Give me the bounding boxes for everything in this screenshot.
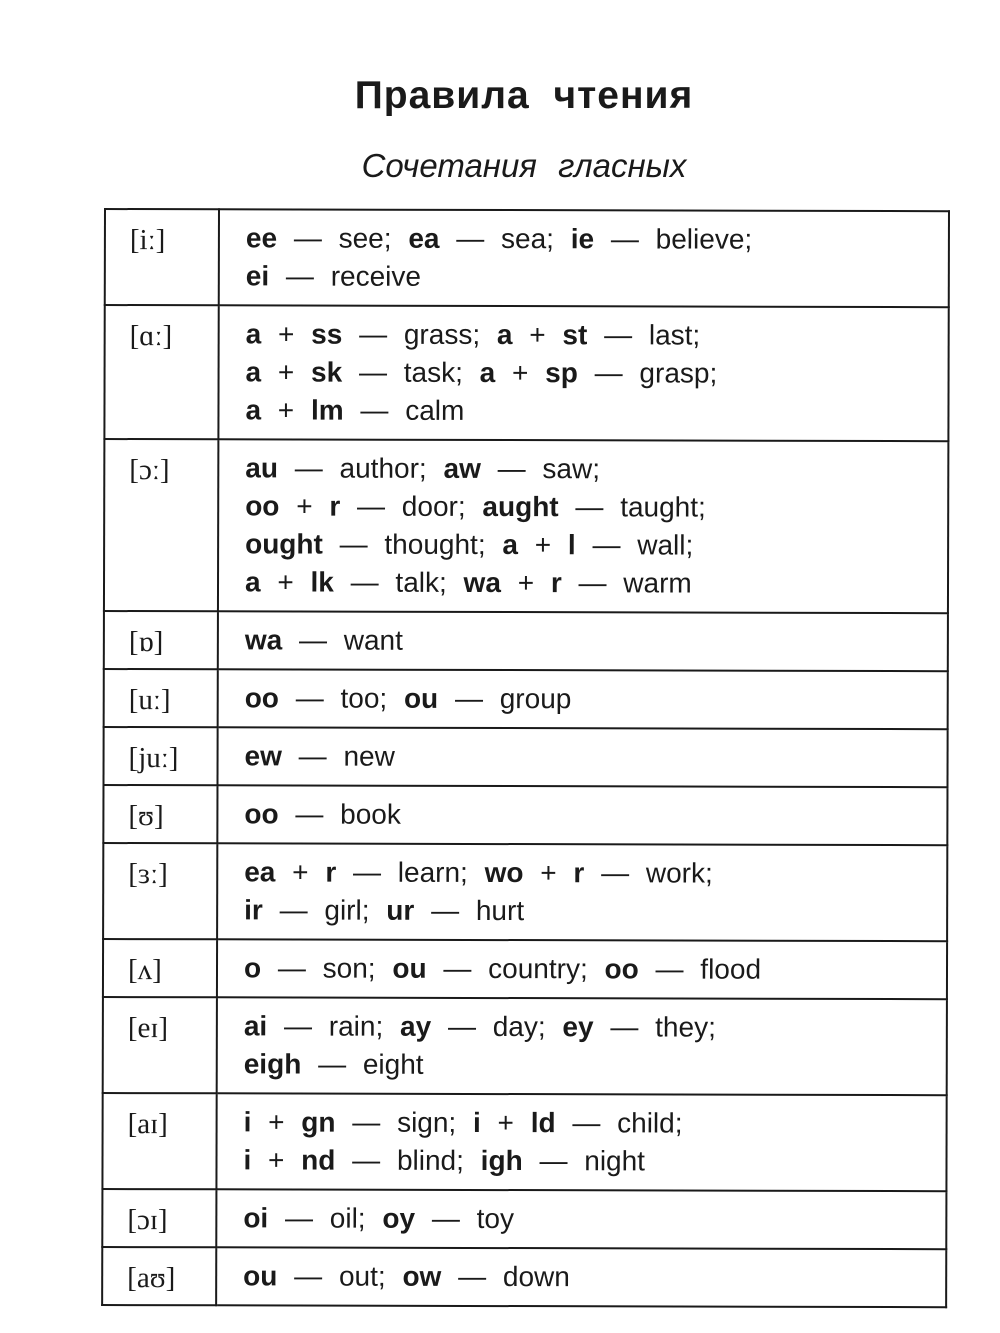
example-text: — grasp;: [577, 357, 718, 389]
letter-combination: o: [243, 952, 262, 984]
letter-combination: a: [245, 356, 262, 388]
phoneme-cell: [103, 727, 217, 785]
example-text: +: [495, 357, 546, 389]
letter-combination: ai: [243, 1010, 268, 1042]
example-text: — warm: [561, 567, 692, 599]
example-text: — see;: [277, 222, 409, 254]
rule-line: [246, 315, 948, 355]
rule-row: [102, 1093, 946, 1191]
phoneme-cell: [104, 669, 218, 727]
phoneme-cell: [102, 1093, 216, 1189]
phoneme-cell: [104, 439, 218, 611]
letter-combination: wa: [244, 624, 283, 656]
rule-line: [245, 679, 947, 719]
rule-line: [243, 1257, 945, 1297]
letter-combination: sp: [545, 357, 578, 389]
phoneme-symbol: [ɑː]: [129, 320, 173, 353]
phoneme-symbol: [aʊ]: [127, 1262, 176, 1295]
letter-combination: r: [329, 490, 341, 522]
example-text: +: [275, 856, 326, 888]
letter-combination: ou: [403, 682, 439, 714]
letter-combination: a: [245, 394, 262, 426]
rule-row: [104, 439, 948, 613]
phoneme-symbol: [ɔː]: [129, 454, 170, 487]
example-text: +: [523, 857, 574, 889]
spelling-rules-cell: [216, 1093, 946, 1191]
example-text: — out;: [277, 1260, 403, 1292]
phoneme-symbol: [eɪ]: [127, 1012, 169, 1045]
phoneme-cell: [103, 785, 217, 843]
letter-combination: ea: [408, 222, 440, 254]
example-text: — country;: [426, 952, 605, 985]
letter-combination: ir: [244, 894, 263, 926]
letter-combination: a: [496, 319, 513, 351]
rule-row: [103, 727, 947, 787]
phoneme-symbol: [iː]: [129, 224, 166, 257]
spelling-rules-cell: [217, 997, 947, 1095]
page-subtitle: Сочетания гласных: [361, 147, 687, 184]
letter-combination: ei: [245, 260, 270, 292]
example-text: — new: [281, 740, 395, 772]
rules-table-body: [102, 209, 949, 1307]
reading-rules-table: [101, 208, 950, 1308]
example-text: — taught;: [558, 491, 706, 523]
letter-combination: oi: [243, 1202, 269, 1234]
spelling-rules-cell: [218, 305, 948, 441]
spelling-rules-cell: [217, 727, 947, 787]
example-text: +: [512, 319, 563, 351]
spelling-rules-cell: [218, 611, 948, 671]
example-text: +: [261, 394, 312, 426]
letter-combination: ea: [244, 856, 276, 888]
spelling-rules-cell: [216, 1247, 946, 1307]
example-text: — toy: [415, 1202, 515, 1235]
letter-combination: a: [245, 318, 262, 350]
phoneme-cell: [104, 611, 218, 669]
letter-combination: ought: [245, 528, 323, 560]
rule-row: [105, 209, 949, 307]
example-text: +: [251, 1144, 302, 1176]
spelling-rules-cell: [217, 939, 947, 999]
phoneme-cell: [103, 997, 217, 1093]
spelling-rules-cell: [217, 843, 947, 941]
example-text: — believe;: [594, 223, 753, 255]
letter-combination: l: [567, 529, 576, 561]
example-text: — work;: [584, 857, 713, 889]
letter-combination: igh: [480, 1144, 523, 1177]
example-text: — learn;: [336, 856, 485, 888]
spelling-rules-cell: [218, 439, 948, 613]
letter-combination: oo: [245, 490, 280, 522]
letter-combination: st: [562, 319, 588, 351]
letter-combination: i: [472, 1106, 481, 1138]
letter-combination: gn: [301, 1106, 336, 1138]
rule-line: [244, 1007, 946, 1047]
example-text: — rain;: [267, 1010, 401, 1042]
example-text: — they;: [593, 1011, 716, 1043]
rule-line: [246, 257, 948, 297]
rule-line: [245, 563, 947, 603]
letter-combination: a: [244, 566, 261, 598]
example-text: — receive: [269, 260, 422, 292]
letter-combination: wo: [484, 856, 524, 889]
letter-combination: r: [550, 567, 562, 599]
example-text: — down: [441, 1260, 570, 1293]
example-text: — girl;: [262, 894, 387, 926]
rule-line: [244, 795, 946, 835]
rule-line: [243, 1199, 945, 1239]
example-text: — saw;: [480, 452, 601, 485]
example-text: +: [480, 1106, 531, 1139]
example-text: — sea;: [439, 222, 571, 255]
example-text: +: [279, 490, 330, 522]
example-text: +: [261, 318, 312, 350]
letter-combination: i: [243, 1106, 252, 1138]
example-text: — calm: [343, 394, 465, 426]
letter-combination: ou: [392, 952, 427, 984]
phoneme-cell: [105, 209, 219, 305]
rule-row: [104, 669, 948, 729]
example-text: — door;: [340, 490, 483, 522]
example-text: +: [500, 567, 551, 599]
letter-combination: sk: [311, 356, 343, 388]
letter-combination: ow: [402, 1260, 442, 1292]
letter-combination: aught: [482, 490, 559, 523]
example-text: — oil;: [268, 1202, 383, 1234]
phoneme-cell: [103, 843, 217, 939]
letter-combination: aw: [443, 452, 481, 484]
example-text: — eight: [301, 1048, 424, 1080]
letter-combination: a: [479, 356, 496, 389]
example-text: +: [517, 529, 568, 561]
phoneme-symbol: [juː]: [128, 742, 179, 775]
rule-line: [245, 525, 947, 565]
rule-row: [102, 1247, 946, 1307]
example-text: — book: [278, 798, 401, 830]
example-text: — last;: [587, 319, 701, 351]
rule-line: [243, 1141, 945, 1181]
rule-line: [244, 891, 946, 931]
example-text: — flood: [638, 953, 762, 985]
letter-combination: ay: [399, 1010, 432, 1042]
letter-combination: oo: [604, 953, 639, 985]
phoneme-symbol: [ɜː]: [128, 858, 168, 891]
rule-line: [245, 391, 947, 431]
letter-combination: lm: [310, 394, 344, 426]
spelling-rules-cell: [218, 669, 948, 729]
spelling-rules-cell: [216, 1189, 946, 1249]
letter-combination: oo: [244, 682, 279, 714]
rule-row: [103, 997, 947, 1095]
example-text: — wall;: [575, 529, 694, 561]
letter-combination: ie: [570, 223, 595, 255]
rule-line: [245, 449, 947, 489]
spelling-rules-cell: [219, 209, 949, 307]
example-text: — too;: [278, 682, 405, 714]
example-text: — hurt: [414, 894, 525, 927]
letter-combination: ey: [562, 1011, 594, 1043]
rule-line: [244, 949, 946, 989]
rule-line: [244, 1103, 946, 1143]
letter-combination: au: [245, 452, 279, 484]
letter-combination: ee: [245, 222, 278, 254]
example-text: — talk;: [333, 566, 464, 598]
rule-line: [246, 219, 948, 259]
example-text: — want: [282, 624, 403, 656]
letter-combination: lk: [310, 566, 334, 598]
example-text: +: [260, 566, 311, 598]
example-text: — sign;: [335, 1106, 474, 1138]
letter-combination: oy: [382, 1202, 416, 1234]
phoneme-cell: [104, 305, 218, 439]
example-text: — son;: [261, 952, 393, 984]
rule-line: [245, 487, 947, 527]
phoneme-symbol: [ɔɪ]: [127, 1204, 168, 1237]
letter-combination: nd: [301, 1144, 336, 1176]
example-text: — group: [438, 682, 572, 715]
rule-line: [244, 1045, 946, 1085]
letter-combination: ou: [243, 1260, 278, 1292]
phoneme-symbol: [ʌ]: [127, 954, 162, 987]
phoneme-symbol: [uː]: [128, 684, 171, 717]
rule-line: [245, 737, 947, 777]
phoneme-cell: [103, 939, 217, 997]
rule-line: [245, 621, 947, 661]
letter-combination: wa: [463, 566, 501, 599]
letter-combination: ew: [244, 740, 282, 772]
phoneme-symbol: [aɪ]: [127, 1108, 168, 1141]
example-text: — thought;: [322, 528, 503, 561]
phoneme-symbol: [ɒ]: [128, 626, 164, 659]
letter-combination: i: [243, 1144, 252, 1176]
example-text: — day;: [431, 1010, 563, 1043]
phoneme-cell: [102, 1247, 216, 1305]
letter-combination: oo: [244, 798, 279, 830]
example-text: — blind;: [335, 1144, 481, 1176]
example-text: — author;: [277, 452, 444, 484]
spelling-rules-cell: [217, 785, 947, 845]
rule-row: [103, 785, 947, 845]
letter-combination: ss: [311, 318, 343, 350]
rule-row: [104, 305, 948, 441]
letter-combination: r: [325, 856, 337, 888]
rule-row: [102, 1189, 946, 1249]
rule-row: [104, 611, 948, 671]
example-text: +: [261, 356, 312, 388]
rule-line: [246, 353, 948, 393]
letter-combination: eigh: [243, 1048, 302, 1080]
rule-row: [103, 843, 947, 941]
example-text: — grass;: [342, 318, 497, 351]
rule-row: [103, 939, 947, 999]
phoneme-cell: [102, 1189, 216, 1247]
example-text: — task;: [342, 356, 480, 388]
rule-line: [244, 853, 946, 893]
letter-combination: ld: [530, 1107, 556, 1139]
page-title: Правила чтения: [354, 74, 694, 117]
letter-combination: r: [573, 857, 585, 889]
phoneme-symbol: [ʊ]: [128, 800, 164, 833]
example-text: +: [251, 1106, 302, 1138]
example-text: — night: [522, 1145, 646, 1177]
letter-combination: a: [502, 529, 519, 561]
example-text: — child;: [555, 1107, 683, 1139]
letter-combination: ur: [386, 894, 415, 926]
